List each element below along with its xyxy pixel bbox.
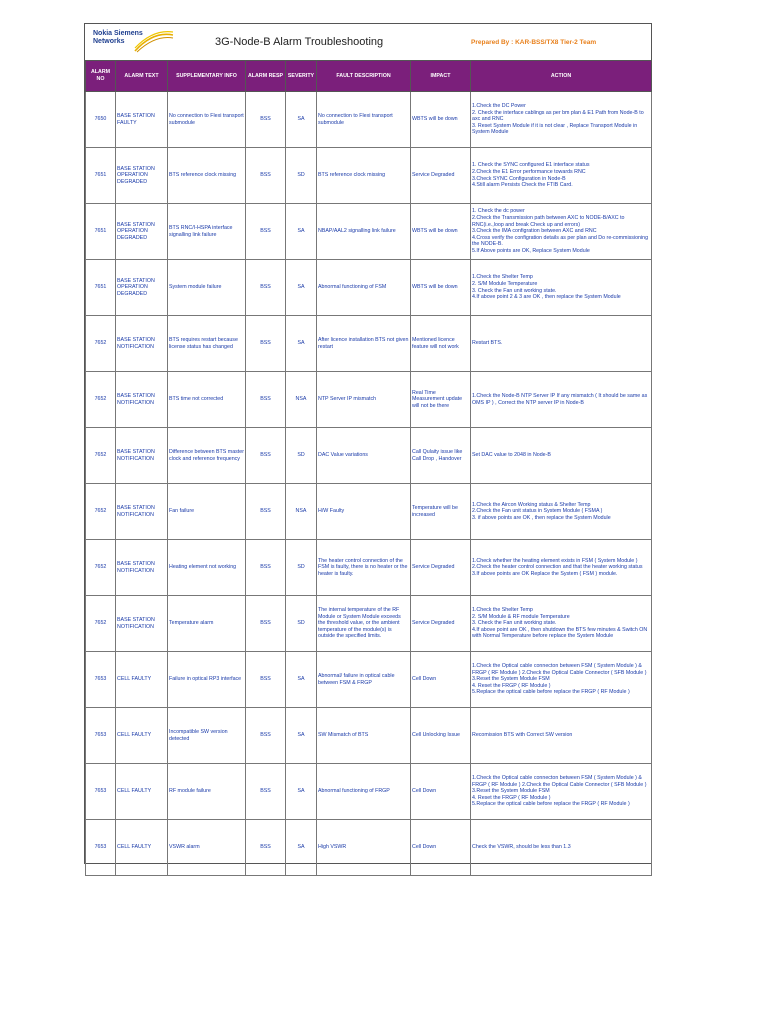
impact-cell: Service Degraded [411, 540, 471, 596]
supplementary-info-cell: VSWR alarm [168, 820, 246, 876]
table-row [86, 204, 652, 260]
severity-cell: NSA [286, 372, 317, 428]
alarm-number-cell: 7651 [86, 260, 116, 316]
column-header: FAULT DESCRIPTION [317, 61, 411, 92]
document-header [85, 24, 651, 61]
table-row [86, 708, 652, 764]
action-cell: 1.Check the Node-B NTP Server IP If any mismatch ( It should be same as OMS IP ) , Correct the NTP server IP in Node-B [471, 372, 652, 428]
supplementary-info-cell: Difference between BTS master clock and reference frequency [168, 428, 246, 484]
fault-description-cell: Abnormal functioning of FSM [317, 260, 411, 316]
column-header: SUPPLEMENTARY INFO [168, 61, 246, 92]
table-row [86, 316, 652, 372]
alarm-text-cell: BASE STATION NOTIFICATION [116, 484, 168, 540]
fault-description-cell: SW Mismatch of BTS [317, 708, 411, 764]
alarm-text-cell: CELL FAULTY [116, 820, 168, 876]
document-title: 3G-Node-B Alarm Troubleshooting [215, 36, 384, 48]
alarm-text-cell: BASE STATION NOTIFICATION [116, 316, 168, 372]
severity-cell: SA [286, 652, 317, 708]
impact-cell: Cell Unlocking Issue [411, 708, 471, 764]
table-row [86, 92, 652, 148]
impact-cell: Cell Down [411, 652, 471, 708]
impact-cell: WBTS will be down [411, 204, 471, 260]
impact-cell: Temperature will be increased [411, 484, 471, 540]
column-header: ALARM TEXT [116, 61, 168, 92]
logo-arc-icon [133, 29, 175, 53]
alarm-resp-cell: BSS [246, 540, 286, 596]
alarm-number-cell: 7653 [86, 764, 116, 820]
alarm-resp-cell: BSS [246, 260, 286, 316]
alarm-text-cell: BASE STATION NOTIFICATION [116, 428, 168, 484]
alarm-resp-cell: BSS [246, 316, 286, 372]
alarm-resp-cell: BSS [246, 820, 286, 876]
table-row [86, 652, 652, 708]
impact-cell: WBTS will be down [411, 92, 471, 148]
table-row [86, 372, 652, 428]
severity-cell: SA [286, 260, 317, 316]
severity-cell: SD [286, 540, 317, 596]
severity-cell: SA [286, 204, 317, 260]
supplementary-info-cell: BTS reference clock missing [168, 148, 246, 204]
fault-description-cell: Abnormal/ failure in optical cable between FSM & FRGP [317, 652, 411, 708]
nokia-siemens-logo [93, 29, 173, 55]
alarm-text-cell: CELL FAULTY [116, 652, 168, 708]
alarm-text-cell: BASE STATION NOTIFICATION [116, 372, 168, 428]
alarm-text-cell: BASE STATION NOTIFICATION [116, 540, 168, 596]
column-header: IMPACT [411, 61, 471, 92]
action-cell: Recomission BTS with Correct SW version [471, 708, 652, 764]
table-row [86, 428, 652, 484]
fault-description-cell: Abnormal functioning of FRGP [317, 764, 411, 820]
impact-cell: Service Degraded [411, 596, 471, 652]
action-cell: 1. Check the dc power 2.Check the Transmission path between AXC to NODE-B/AXC to RNC(i.e.,loop and break Check up and errors) 3.Check the IMA configration between AXC and RNC 4.Cross verify the configration details as per plan and Do re-commissioning the NODE-B. 5.If Above points are OK, Replace System Module [471, 204, 652, 260]
supplementary-info-cell: BTS time not corrected [168, 372, 246, 428]
alarm-number-cell: 7651 [86, 148, 116, 204]
alarm-resp-cell: BSS [246, 484, 286, 540]
supplementary-info-cell: Temperature alarm [168, 596, 246, 652]
severity-cell: SD [286, 148, 317, 204]
severity-cell: SD [286, 428, 317, 484]
alarm-text-cell: BASE STATION OPERATION DEGRADED [116, 148, 168, 204]
alarm-text-cell: BASE STATION FAULTY [116, 92, 168, 148]
supplementary-info-cell: Incompatible SW version detected [168, 708, 246, 764]
action-cell: 1. Check the SYNC configured E1 interface status 2.Check the E1 Error performance towards RNC 3.Check SYNC Configuration in Node-B 4.Still alarm Persists Check the FTIB Card. [471, 148, 652, 204]
alarm-number-cell: 7652 [86, 316, 116, 372]
table-row [86, 764, 652, 820]
supplementary-info-cell: Fan failure [168, 484, 246, 540]
alarm-number-cell: 7651 [86, 204, 116, 260]
table-row [86, 540, 652, 596]
alarm-number-cell: 7653 [86, 652, 116, 708]
alarm-number-cell: 7653 [86, 820, 116, 876]
fault-description-cell: The internal temperature of the RF Module or System Module exceeds the threshold value, or the ambient temperature of the module(s) is outside the specified limits. [317, 596, 411, 652]
fault-description-cell: NBAP/AAL2 signalling link failure [317, 204, 411, 260]
action-cell: 1.Check the DC Power 2. Check the interface cablings as per bm plan & E1 Path from Node-B to axc and RNC 3. Reset System Module if it is not clear , Replace Transport Module in System Module [471, 92, 652, 148]
impact-cell: Cell Down [411, 764, 471, 820]
table-row [86, 596, 652, 652]
action-cell: 1.Check the Shelter Temp 2. S/M Module & RF module Temperature 3. Check the Fan unit working state. 4.If above point are OK , then shutdown the BTS few minutes & Switch ON with Normal Temperature before replace the System Module [471, 596, 652, 652]
severity-cell: SA [286, 316, 317, 372]
fault-description-cell: NTP Server IP mismatch [317, 372, 411, 428]
logo-line-2: Networks [93, 38, 125, 45]
table-header-row [86, 61, 652, 92]
severity-cell: SA [286, 92, 317, 148]
fault-description-cell: High VSWR [317, 820, 411, 876]
alarm-text-cell: CELL FAULTY [116, 708, 168, 764]
alarm-text-cell: BASE STATION NOTIFICATION [116, 596, 168, 652]
alarm-resp-cell: BSS [246, 596, 286, 652]
action-cell: 1.Check the Optical cable connecton between FSM ( System Module ) & FRGP ( RF Module ) 2.Check the Optical Cable Connector ( SFB Module ) 3.Reset the System Module FSM 4. Reset the FRGP ( RF Module ) 5.Replace the optical cable before replace the FRGP ( RF Module ) [471, 652, 652, 708]
fault-description-cell: No connection to Flexi transport submodule [317, 92, 411, 148]
impact-cell: Real Time Measurement update will not be there [411, 372, 471, 428]
supplementary-info-cell: System module failure [168, 260, 246, 316]
alarm-resp-cell: BSS [246, 148, 286, 204]
action-cell: 1.Check the Aircon Working status & Shelter Temp 2.Check the Fan unit status in System Module ( FSMA ) 3. if above points are OK , then replace the System Module [471, 484, 652, 540]
alarm-table [85, 60, 652, 876]
impact-cell: Call Qulaity issue like Call Drop , Handover [411, 428, 471, 484]
logo-line-1: Nokia Siemens [93, 30, 143, 37]
impact-cell: Service Degraded [411, 148, 471, 204]
alarm-number-cell: 7652 [86, 428, 116, 484]
alarm-number-cell: 7653 [86, 708, 116, 764]
column-header: ALARM RESP [246, 61, 286, 92]
impact-cell: Mentioned licence feature will not work [411, 316, 471, 372]
alarm-text-cell: CELL FAULTY [116, 764, 168, 820]
fault-description-cell: The heater control connection of the FSM is faulty, there is no heater or the heater is faulty. [317, 540, 411, 596]
fault-description-cell: BTS reference clock missing [317, 148, 411, 204]
alarm-number-cell: 7652 [86, 540, 116, 596]
alarm-number-cell: 7652 [86, 372, 116, 428]
alarm-resp-cell: BSS [246, 372, 286, 428]
alarm-resp-cell: BSS [246, 652, 286, 708]
fault-description-cell: H/W Faulty [317, 484, 411, 540]
action-cell: 1.Check whether the heating element exists in FSM ( System Module ) 2.Check the heater control connection and that the heater working status 3.If above points are OK Replace the System ( FSM ) module. [471, 540, 652, 596]
alarm-text-cell: BASE STATION OPERATION DEGRADED [116, 260, 168, 316]
fault-description-cell: After licence installation BTS not given restart [317, 316, 411, 372]
alarm-text-cell: BASE STATION OPERATION DEGRADED [116, 204, 168, 260]
supplementary-info-cell: Heating element not working [168, 540, 246, 596]
severity-cell: SA [286, 708, 317, 764]
action-cell: Set DAC value to 2048 in Node-B [471, 428, 652, 484]
alarm-resp-cell: BSS [246, 764, 286, 820]
supplementary-info-cell: No connection to Flexi transport submodule [168, 92, 246, 148]
table-row [86, 484, 652, 540]
table-row [86, 820, 652, 876]
column-header: ALARM NO [86, 61, 116, 92]
impact-cell: WBTS will be down [411, 260, 471, 316]
severity-cell: NSA [286, 484, 317, 540]
action-cell: 1.Check the Shelter Temp 2. S/M Module Temperature 3. Check the Fan unit working state. 4.If above point 2 & 3 are OK , then replace the System Module [471, 260, 652, 316]
action-cell: Restart BTS. [471, 316, 652, 372]
severity-cell: SA [286, 820, 317, 876]
fault-description-cell: DAC Value variations [317, 428, 411, 484]
action-cell: 1.Check the Optical cable connecton between FSM ( System Module ) & FRGP ( RF Module ) 2.Check the Optical Cable Connector ( SFB Module ) 3.Reset the System Module FSM 4. Reset the FRGP ( RF Module ) 5.Replace the optical cable before replace the FRGP ( RF Module ) [471, 764, 652, 820]
alarm-number-cell: 7652 [86, 484, 116, 540]
supplementary-info-cell: BTS RNC/I-HSPA interface signalling link failure [168, 204, 246, 260]
supplementary-info-cell: RF module failure [168, 764, 246, 820]
supplementary-info-cell: BTS requires restart because license status has changed [168, 316, 246, 372]
alarm-resp-cell: BSS [246, 428, 286, 484]
alarm-number-cell: 7652 [86, 596, 116, 652]
impact-cell: Cell Down [411, 820, 471, 876]
table-row [86, 260, 652, 316]
severity-cell: SD [286, 596, 317, 652]
action-cell: Check the VSWR, should be less than 1.3 [471, 820, 652, 876]
spreadsheet-page [84, 23, 652, 864]
supplementary-info-cell: Failure in optical RP3 interface [168, 652, 246, 708]
column-header: ACTION [471, 61, 652, 92]
column-header: SEVERITY [286, 61, 317, 92]
alarm-resp-cell: BSS [246, 204, 286, 260]
table-row [86, 148, 652, 204]
alarm-number-cell: 7650 [86, 92, 116, 148]
alarm-resp-cell: BSS [246, 92, 286, 148]
alarm-resp-cell: BSS [246, 708, 286, 764]
prepared-by: Prepared By : KAR-BSS/TX8 Tier-2 Team [471, 39, 597, 46]
severity-cell: SA [286, 764, 317, 820]
